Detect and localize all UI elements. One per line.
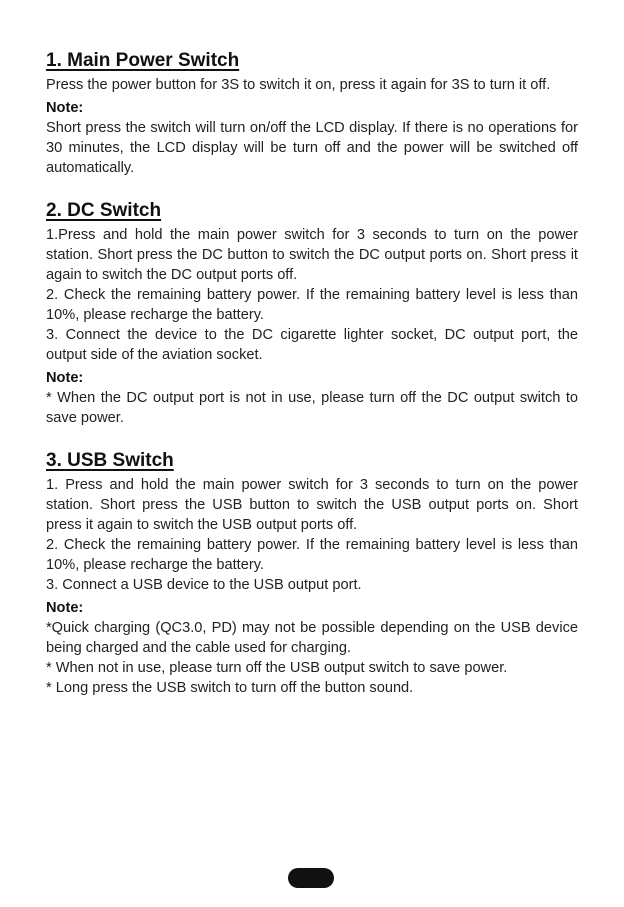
- note-text: Short press the switch will turn on/off the LCD display. If there is no operations for 30 minutes, the LCD display will be turn off and the power will be switched off automatically.: [46, 120, 578, 176]
- note-text: * When not in use, please turn off the USB output switch to save power.: [46, 660, 508, 676]
- paragraph: Press the power button for 3S to switch it on, press it again for 3S to turn it off.: [46, 77, 551, 93]
- section-main-power-switch: [46, 50, 578, 178]
- paragraph: 2. Check the remaining battery power. If the remaining battery level is less than 10%, please recharge the battery.: [46, 287, 578, 323]
- note-text: * When the DC output port is not in use, please turn off the DC output switch to save power.: [46, 390, 578, 426]
- paragraph: 1.Press and hold the main power switch for 3 seconds to turn on the power station. Short press the DC button to switch the DC output ports on. Short press it again to switch the DC output ports off.: [46, 227, 578, 283]
- note-label: Note:: [46, 370, 84, 386]
- section-dc-switch: [46, 200, 578, 428]
- manual-page: [46, 50, 578, 698]
- section-heading: 1. Main Power Switch: [46, 50, 240, 71]
- paragraph: 3. Connect the device to the DC cigarette lighter socket, DC output port, the output side of the aviation socket.: [46, 327, 578, 363]
- paragraph: 2. Check the remaining battery power. If the remaining battery level is less than 10%, please recharge the battery.: [46, 537, 578, 573]
- section-usb-switch: [46, 450, 578, 698]
- section-heading: 3. USB Switch: [46, 450, 174, 471]
- note-text: *Quick charging (QC3.0, PD) may not be possible depending on the USB device being charged and the cable used for charging.: [46, 620, 578, 656]
- note-label: Note:: [46, 600, 84, 616]
- note-text: * Long press the USB switch to turn off the button sound.: [46, 680, 414, 696]
- page-number-badge: [288, 868, 334, 888]
- paragraph: 3. Connect a USB device to the USB output port.: [46, 577, 362, 593]
- note-label: Note:: [46, 100, 84, 116]
- paragraph: 1. Press and hold the main power switch for 3 seconds to turn on the power station. Short press the USB button to switch the USB output ports on. Short press it again to switch the USB output ports off.: [46, 477, 578, 533]
- section-heading: 2. DC Switch: [46, 200, 162, 221]
